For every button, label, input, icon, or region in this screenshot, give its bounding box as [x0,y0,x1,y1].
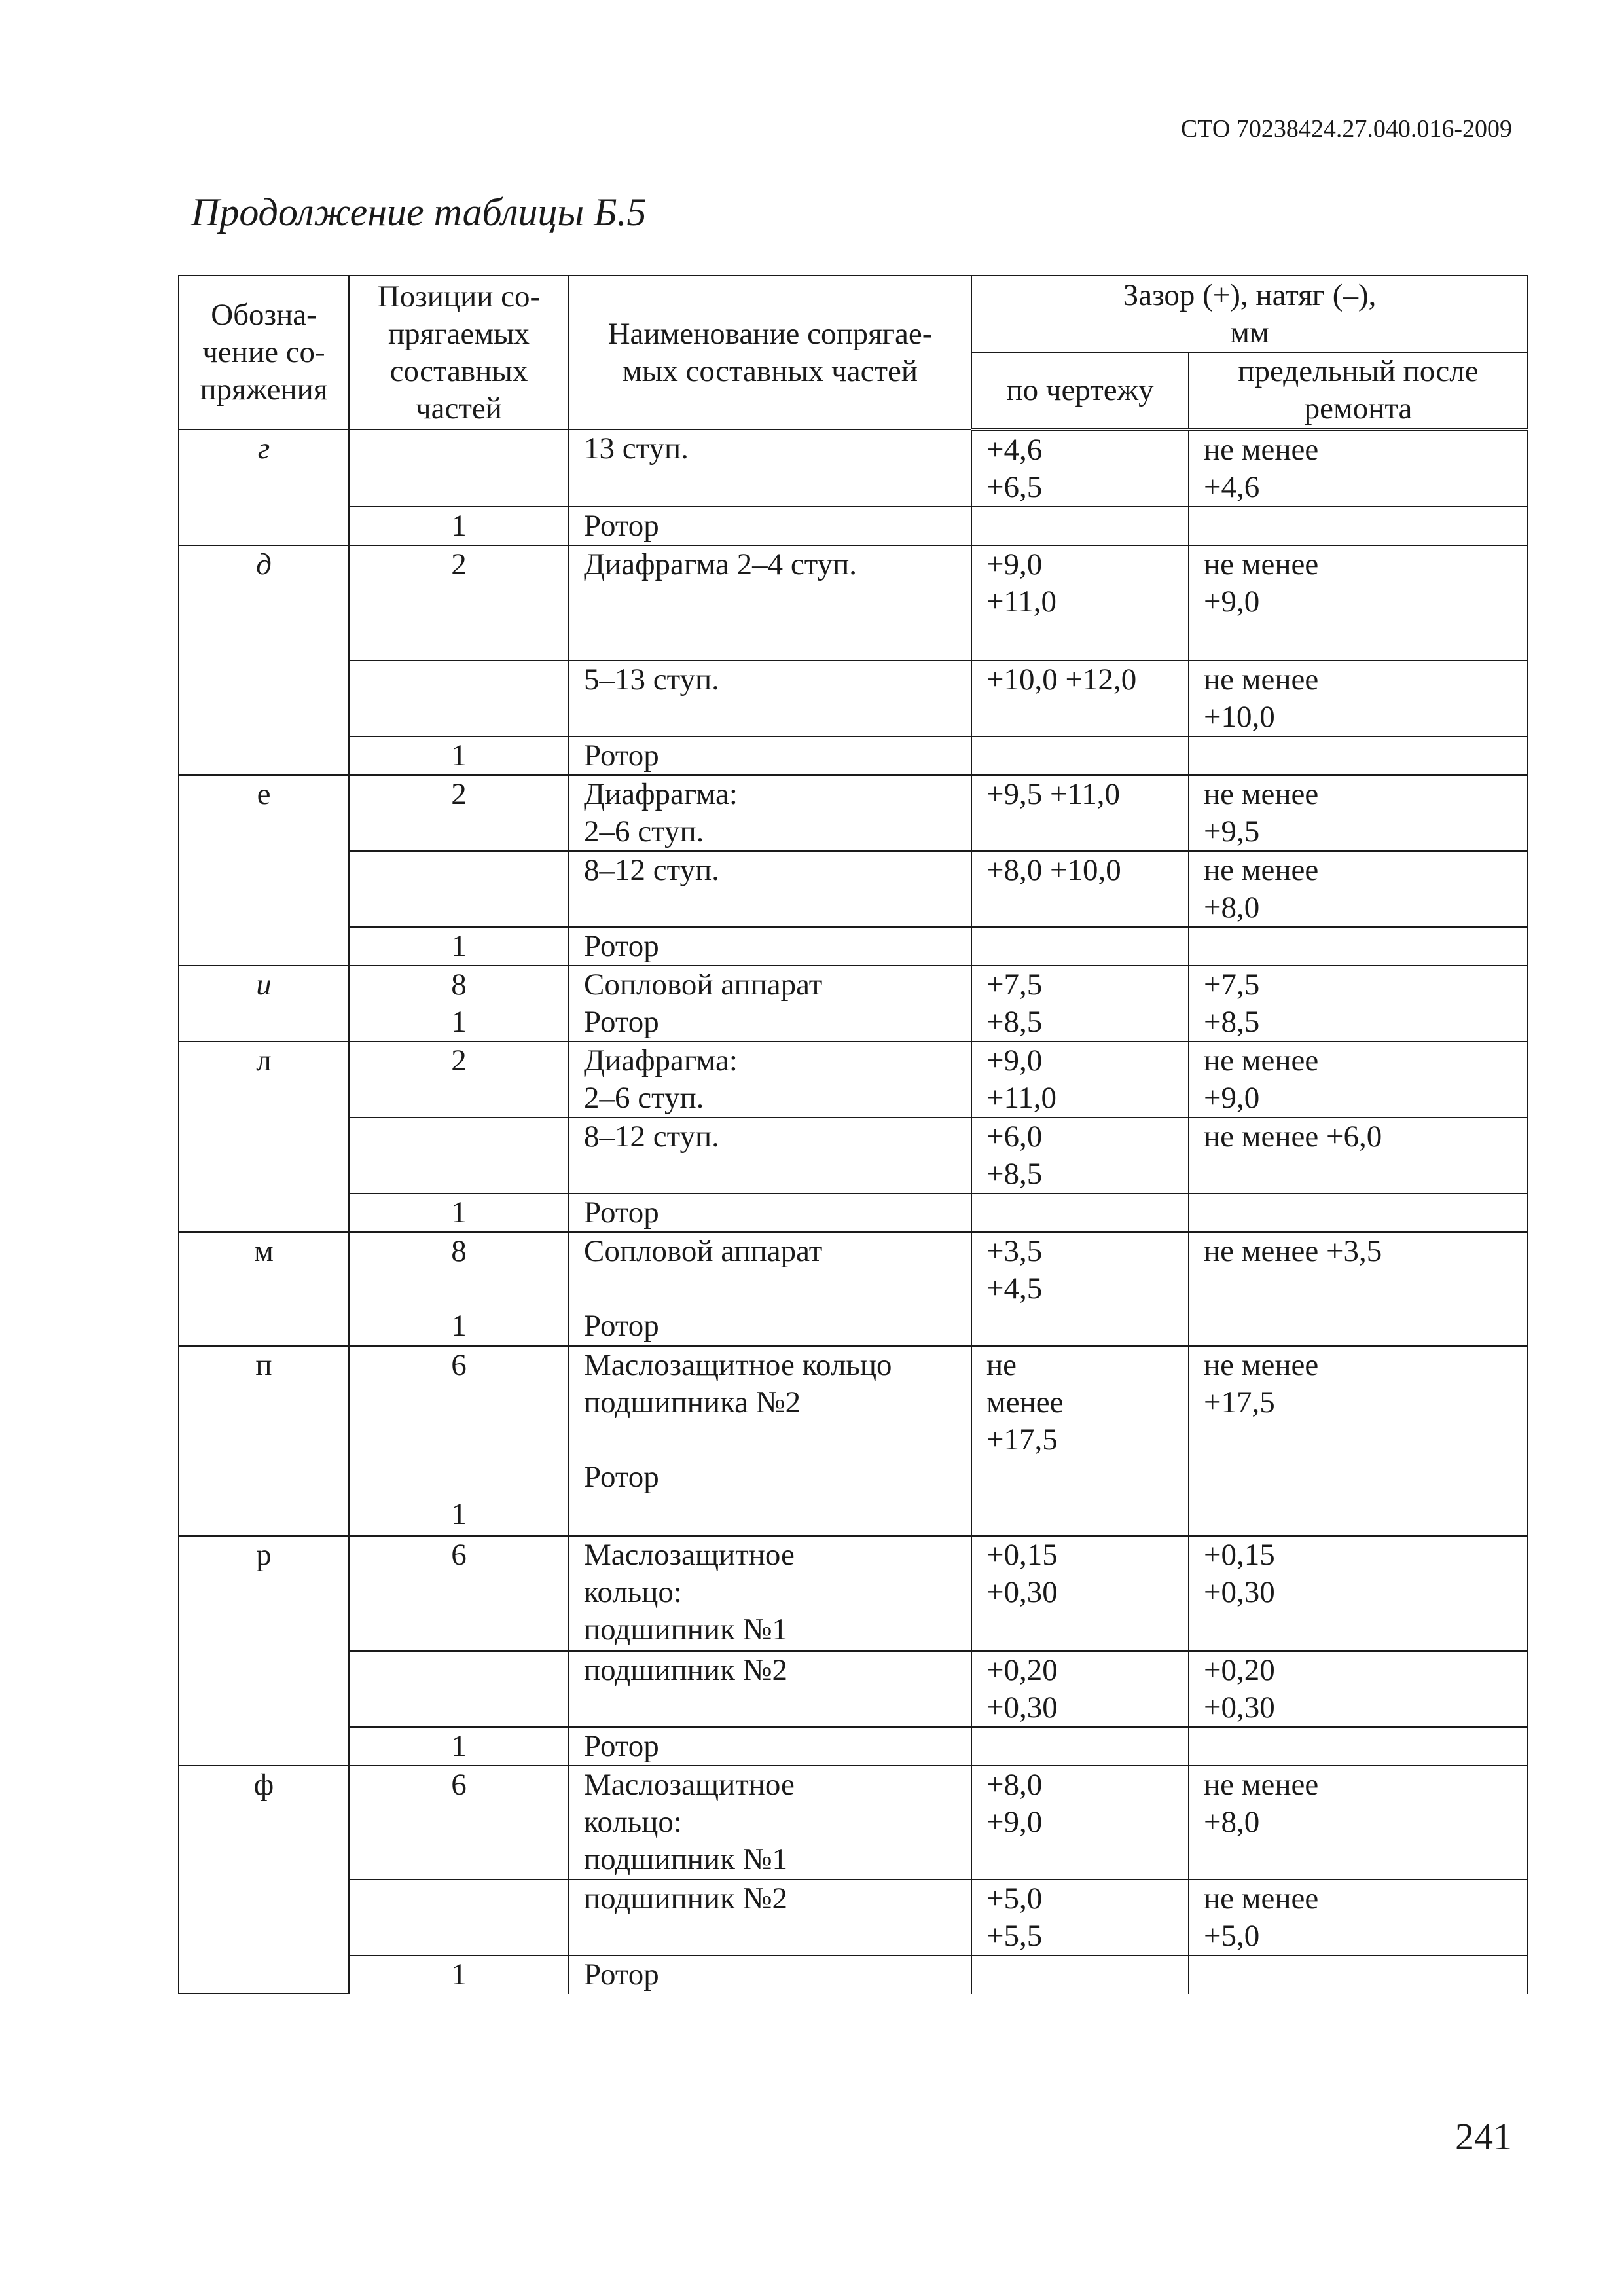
cell-part-name: Ротор [569,507,971,545]
fit-clearance-table [178,275,1528,1994]
table-row [179,1536,1528,1651]
cell-position [349,1880,569,1956]
cell-part-name: Диафрагма 2–4 ступ. [569,545,971,661]
cell-limit-after-repair [1189,927,1528,966]
cell-part-name: Сопловой аппарат Ротор [569,966,971,1042]
header-gap: Зазор (+), натяг (–), мм [971,276,1528,352]
cell-by-drawing: +0,15 +0,30 [971,1536,1189,1651]
cell-designation: г [179,429,349,545]
cell-position: 6 [349,1766,569,1880]
cell-designation: п [179,1346,349,1536]
table-header [179,276,1528,429]
cell-position [349,1956,569,1994]
table-row [179,966,1528,1042]
cell-position [349,507,569,545]
cell-position [349,927,569,966]
cell-designation: ф [179,1766,349,1994]
cell-part-name: Диафрагма: 2–6 ступ. [569,775,971,851]
header-positions: Позиции со- прягаемых составных частей [349,276,569,429]
table-row [179,737,1528,775]
page-number: 241 [1455,2115,1512,2158]
cell-by-drawing: не менее +17,5 [971,1346,1189,1536]
cell-by-drawing: +7,5 +8,5 [971,966,1189,1042]
cell-position: 6 1 [349,1346,569,1536]
cell-limit-after-repair: не менее +9,5 [1189,775,1528,851]
table-row [179,1956,1528,1994]
cell-limit-after-repair [1189,1956,1528,1994]
cell-part-name: 13 ступ. [569,429,971,507]
cell-limit-after-repair: +0,20 +0,30 [1189,1651,1528,1727]
position-number: 1 [451,509,467,543]
table-body [179,429,1528,1994]
cell-position [349,1194,569,1232]
cell-limit-after-repair: не менее +8,0 [1189,851,1528,927]
cell-limit-after-repair [1189,1727,1528,1766]
cell-part-name: Маслозащитное кольцо: подшипник №1 [569,1766,971,1880]
cell-by-drawing [971,737,1189,775]
position-number: 1 [451,1195,467,1230]
cell-position [349,851,569,927]
table-row [179,1880,1528,1956]
cell-by-drawing [971,927,1189,966]
cell-by-drawing: +3,5 +4,5 [971,1232,1189,1346]
cell-position [349,661,569,737]
cell-designation: м [179,1232,349,1346]
cell-limit-after-repair: +7,5 +8,5 [1189,966,1528,1042]
cell-part-name: Ротор [569,1956,971,1994]
cell-by-drawing: +4,6 +6,5 [971,429,1189,507]
cell-position [349,1727,569,1766]
cell-limit-after-repair [1189,1194,1528,1232]
cell-designation: р [179,1536,349,1766]
header-by-drawing: по чертежу [971,352,1189,429]
cell-designation: е [179,775,349,966]
table-row [179,775,1528,851]
header-designation: Обозна- чение со- пряжения [179,276,349,429]
table-row [179,851,1528,927]
cell-by-drawing [971,1956,1189,1994]
position-number: 1 [451,929,467,963]
table-row [179,1194,1528,1232]
table-row [179,1118,1528,1194]
table-row [179,1727,1528,1766]
cell-part-name: Ротор [569,1727,971,1766]
cell-limit-after-repair: не менее +8,0 [1189,1766,1528,1880]
cell-part-name: Ротор [569,737,971,775]
cell-part-name: Сопловой аппарат Ротор [569,1232,971,1346]
cell-position: 6 [349,1536,569,1651]
position-number: 1 [451,1729,467,1763]
header-part-name: Наименование сопрягае- мых составных частей [569,276,971,429]
cell-position [349,1118,569,1194]
cell-position: 2 [349,1042,569,1118]
table-row [179,1232,1528,1346]
cell-limit-after-repair: не менее +9,0 [1189,545,1528,661]
cell-position [349,737,569,775]
cell-limit-after-repair: не менее +9,0 [1189,1042,1528,1118]
cell-limit-after-repair [1189,737,1528,775]
cell-limit-after-repair: не менее +4,6 [1189,429,1528,507]
table-row [179,429,1528,507]
cell-by-drawing [971,1194,1189,1232]
cell-position: 8 1 [349,1232,569,1346]
table-row [179,927,1528,966]
cell-designation: и [179,966,349,1042]
cell-by-drawing: +8,0 +10,0 [971,851,1189,927]
cell-limit-after-repair: не менее +10,0 [1189,661,1528,737]
cell-by-drawing: +6,0 +8,5 [971,1118,1189,1194]
table-row [179,1651,1528,1727]
cell-designation: л [179,1042,349,1232]
cell-part-name: подшипник №2 [569,1651,971,1727]
table-row [179,545,1528,661]
cell-by-drawing [971,1727,1189,1766]
cell-limit-after-repair: не менее +5,0 [1189,1880,1528,1956]
cell-by-drawing: +0,20 +0,30 [971,1651,1189,1727]
header-limit-after-repair: предельный после ремонта [1189,352,1528,429]
cell-position: 2 [349,545,569,661]
cell-by-drawing: +5,0 +5,5 [971,1880,1189,1956]
table-row [179,507,1528,545]
cell-part-name: Ротор [569,1194,971,1232]
table-row [179,1042,1528,1118]
cell-limit-after-repair [1189,507,1528,545]
cell-by-drawing: +9,0 +11,0 [971,1042,1189,1118]
cell-part-name: 5–13 ступ. [569,661,971,737]
document-code: СТО 70238424.27.040.016-2009 [1180,115,1512,143]
cell-position [349,1651,569,1727]
table-title: Продолжение таблицы Б.5 [191,191,647,234]
cell-part-name: Ротор [569,927,971,966]
table-row [179,1346,1528,1536]
position-number: 1 [451,1958,467,1992]
cell-by-drawing: +10,0 +12,0 [971,661,1189,737]
position-number: 1 [451,738,467,773]
cell-part-name: 8–12 ступ. [569,1118,971,1194]
cell-by-drawing: +9,5 +11,0 [971,775,1189,851]
cell-part-name: подшипник №2 [569,1880,971,1956]
cell-limit-after-repair: +0,15 +0,30 [1189,1536,1528,1651]
cell-by-drawing: +9,0 +11,0 [971,545,1189,661]
table-row [179,1766,1528,1880]
cell-position: 2 [349,775,569,851]
table-row [179,661,1528,737]
cell-part-name: Маслозащитное кольцо подшипника №2 Ротор [569,1346,971,1536]
cell-part-name: Диафрагма: 2–6 ступ. [569,1042,971,1118]
cell-part-name: Маслозащитное кольцо: подшипник №1 [569,1536,971,1651]
cell-by-drawing: +8,0 +9,0 [971,1766,1189,1880]
cell-limit-after-repair: не менее +6,0 [1189,1118,1528,1194]
cell-designation: д [179,545,349,775]
cell-by-drawing [971,507,1189,545]
cell-limit-after-repair: не менее +17,5 [1189,1346,1528,1536]
cell-part-name: 8–12 ступ. [569,851,971,927]
cell-position: 8 1 [349,966,569,1042]
cell-position [349,429,569,507]
cell-limit-after-repair: не менее +3,5 [1189,1232,1528,1346]
